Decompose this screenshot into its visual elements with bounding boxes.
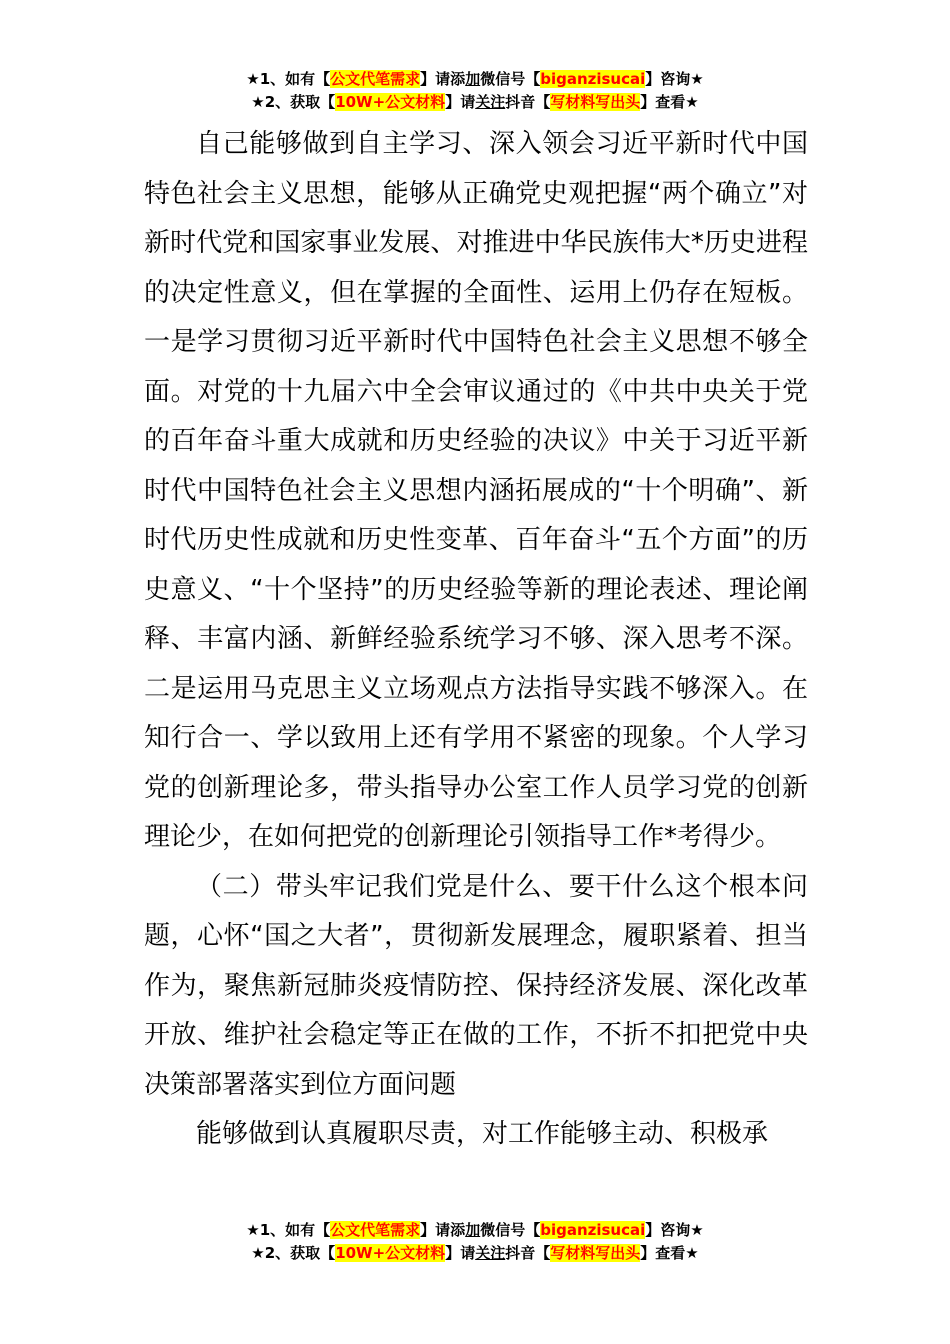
promo-highlight: biganzisucai	[540, 1221, 646, 1239]
promo-banner-bottom	[0, 1219, 950, 1265]
promo-line-2: ★2、获取【10W+公文材料】请关注抖音【写材料写出头】查看★	[251, 93, 699, 111]
promo-highlight: 写材料写出头	[550, 1244, 641, 1262]
promo-line-1: ★1、如有【公文代笔需求】请添加微信号【biganzisucai】咨询★	[246, 1221, 704, 1239]
promo-highlight: 公文代笔需求	[330, 1221, 421, 1239]
section-heading-2: （二）带头牢记我们党是什么、要干什么这个根本问题，心怀“国之大者”，贯彻新发展理念，履职紧着、担当作为，聚焦新冠肺炎疫情防控、保持经济发展、深化改革开放、维护社会稳定等正在做的工作，不折不扣把党中央决策部署落实到位方面问题	[144, 871, 808, 1100]
promo-highlight: biganzisucai	[540, 70, 646, 88]
promo-highlight: 公文代笔需求	[330, 70, 421, 88]
body-paragraph-3: 能够做到认真履职尽责，对工作能够主动、积极承	[196, 1119, 769, 1149]
body-paragraph-1: 自己能够做到自主学习、深入领会习近平新时代中国特色社会主义思想，能够从正确党史观把握“两个确立”对新时代党和国家事业发展、对推进中华民族伟大*历史进程的决定性意义，但在掌握的全面性、运用上仍存在短板。一是学习贯彻习近平新时代中国特色社会主义思想不够全面。对党的十九届六中全会审议通过的《中共中央关于党的百年奋斗重大成就和历史经验的决议》中关于习近平新时代中国特色社会主义思想内涵拓展成的“十个明确”、新时代历史性成就和历史性变革、百年奋斗“五个方面”的历史意义、“十个坚持”的历史经验等新的理论表述、理论阐释、丰富内涵、新鲜经验系统学习不够、深入思考不深。二是运用马克思主义立场观点方法指导实践不够深入。在知行合一、学以致用上还有学用不紧密的现象。个人学习党的创新理论多，带头指导办公室工作人员学习党的创新理论少，在如何把党的创新理论引领指导工作*考得少。	[144, 129, 808, 852]
promo-line-1: ★1、如有【公文代笔需求】请添加微信号【biganzisucai】咨询★	[246, 70, 704, 88]
promo-highlight: 10W+公文材料	[335, 1244, 446, 1262]
promo-banner-top	[0, 68, 950, 114]
promo-highlight: 10W+公文材料	[335, 93, 446, 111]
document-body	[144, 120, 808, 1160]
promo-highlight: 写材料写出头	[550, 93, 641, 111]
promo-line-2: ★2、获取【10W+公文材料】请关注抖音【写材料写出头】查看★	[251, 1244, 699, 1262]
